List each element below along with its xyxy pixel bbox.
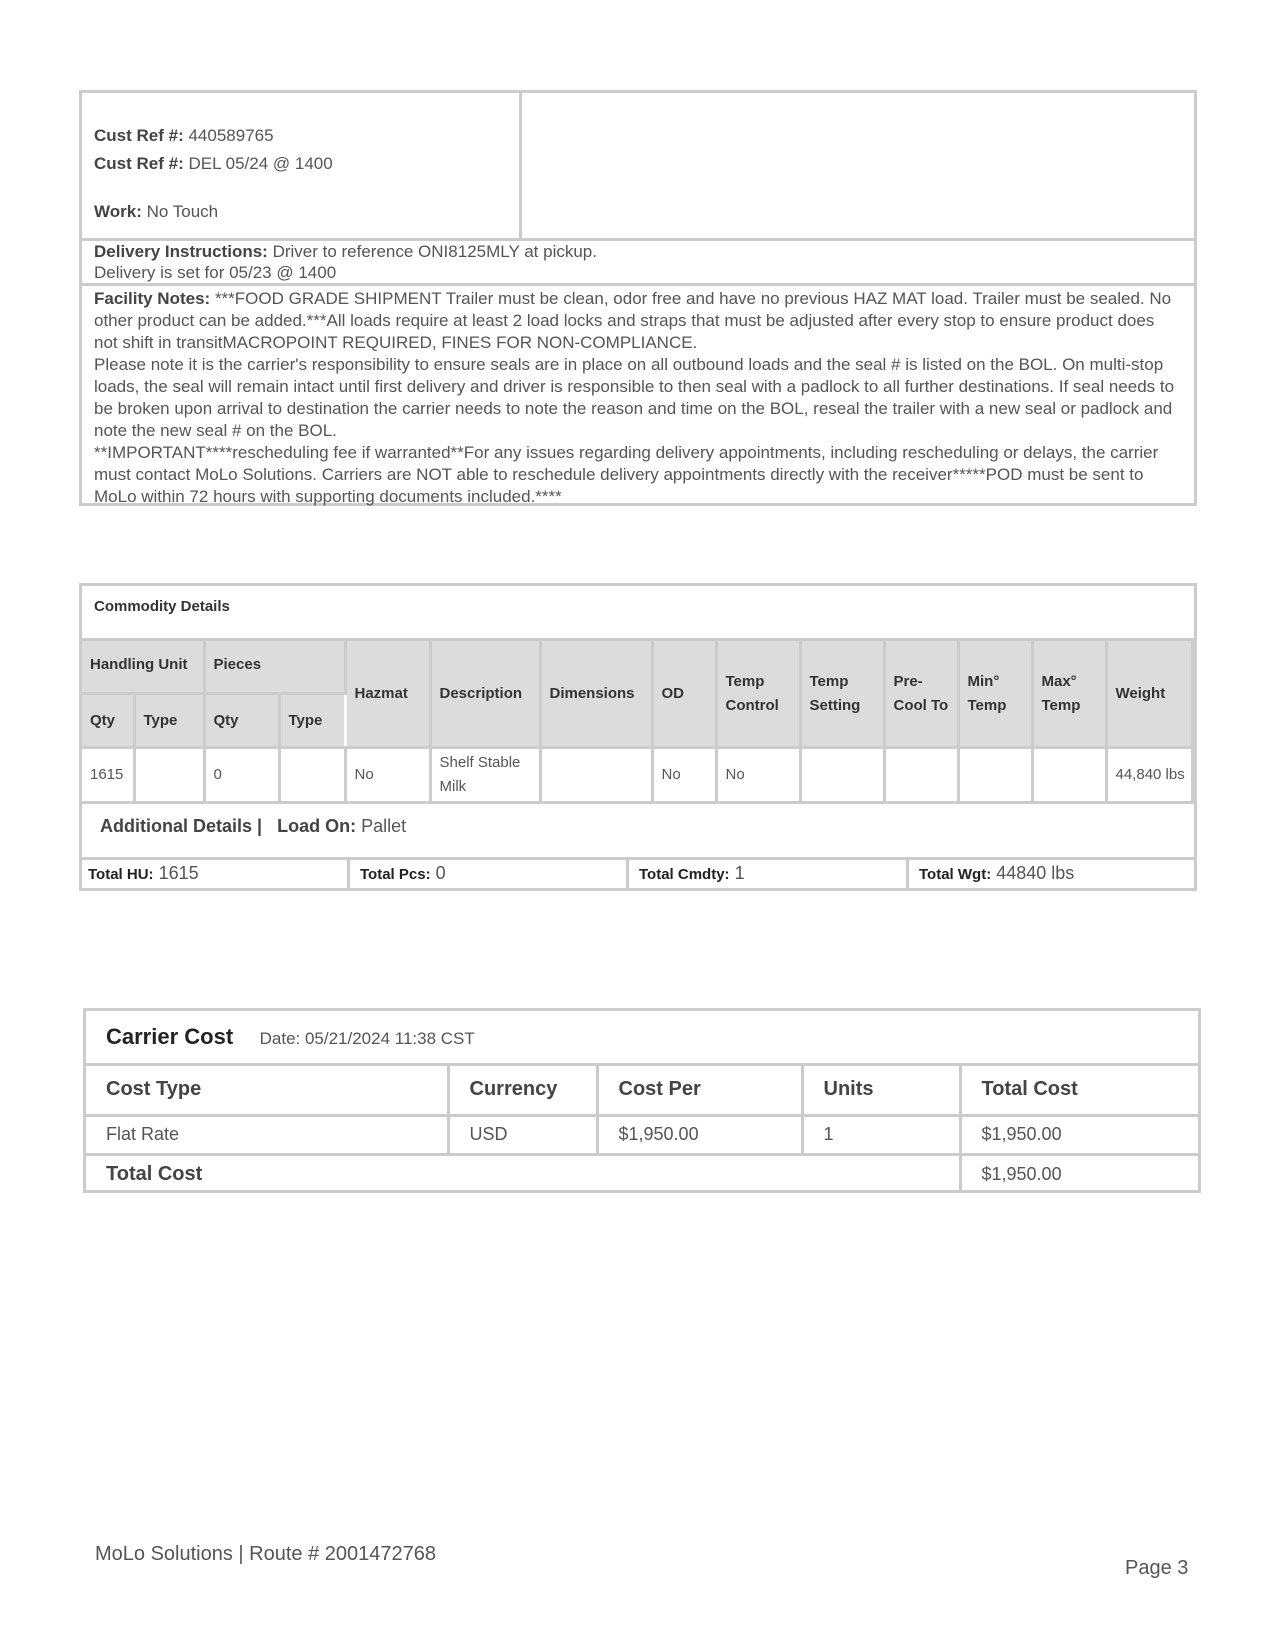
total-pcs-value: 0 [435,863,446,883]
facility-notes [82,286,1194,508]
carrier-cost-date: Date: 05/21/2024 11:38 CST [259,1029,475,1048]
facility-paragraph-2: Please note it is the carrier's responsibility to ensure seals are in place on all outbound loads and the seal # is listed on the BOL. On multi-stop loads, the seal will remain intact until first delivery and driver is responsible to then seal with a padlock to all further destinations. If seal needs to be broken upon arrival to destination the carrier needs to note the reason and time on the BOL, reseal the trailer with a new seal or padlock and note the new seal # on the BOL. [94,355,1175,440]
carrier-cost-title: Carrier Cost [106,1024,234,1049]
additional-details [82,801,1194,857]
header-units: Units [802,1066,960,1115]
header-pre-cool-to: Pre-Cool To [884,640,958,748]
total-cost-label: Total Cost [86,1154,960,1193]
cell-description: Shelf Stable Milk [430,748,540,803]
header-hazmat: Hazmat [345,640,430,748]
header-cost-per: Cost Per [597,1066,802,1115]
facility-paragraph-1: ***FOOD GRADE SHIPMENT Trailer must be clean, odor free and have no previous HAZ MAT load. Trailer must be sealed. No other product can be added.***All loads require at least 2 load locks and straps that must be adjusted after every stop to ensure product does not shift in transitMACROPOINT REQUIRED, FINES FOR NON-COMPLIANCE. [94,289,1172,352]
footer-route: MoLo Solutions | Route # 2001472768 [95,1543,437,1565]
header-total-cost: Total Cost [960,1066,1198,1115]
cell-dimensions [540,748,652,803]
carrier-cost-table [86,1066,1198,1193]
delivery-instructions [82,238,1194,286]
work-line [94,202,218,222]
delivery-value: Driver to reference ONI8125MLY at pickup. [272,242,597,261]
cell-pcs-type [279,748,345,803]
header-hu-qty: Qty [82,694,134,748]
cell-units: 1 [802,1115,960,1154]
work-value: No Touch [146,202,219,221]
load-on-value: Pallet [361,816,407,836]
total-wgt-value: 44840 lbs [996,863,1075,883]
carrier-cost-header [86,1011,1198,1066]
total-hu-label: Total HU: [88,866,154,883]
carrier-cost-box [83,1008,1201,1193]
facility-paragraph-3: **IMPORTANT****rescheduling fee if warranted**For any issues regarding delivery appointments, including rescheduling or delays, the carrier must contact MoLo Solutions. Carriers are NOT able to reschedule delivery appointments directly with the receiver*****POD must be sent to MoLo within 72 hours with supporting documents included.**** [94,443,1159,506]
header-min-temp: Min° Temp [958,640,1032,748]
total-cmdty-label: Total Cmdty: [639,866,730,883]
delivery-label: Delivery Instructions: [94,242,268,261]
header-od: OD [652,640,716,748]
cust-ref-value: DEL 05/24 @ 1400 [188,154,333,173]
stop-details-box [79,90,1197,506]
header-cost-type: Cost Type [86,1066,448,1115]
reference-cell [82,93,522,238]
header-pcs-qty: Qty [204,694,279,748]
header-max-temp: Max° Temp [1032,640,1106,748]
total-pcs-label: Total Pcs: [360,866,431,883]
cell-currency: USD [448,1115,597,1154]
cell-total-cost: $1,950.00 [960,1115,1198,1154]
cust-ref-value: 440589765 [188,126,274,145]
header-currency: Currency [448,1066,597,1115]
cell-pcs-qty: 0 [204,748,279,803]
load-on-label: Load On: [277,816,357,836]
cust-ref-label: Cust Ref #: [94,126,184,145]
header-temp-setting: Temp Setting [800,640,884,748]
header-pieces: Pieces [204,640,345,694]
cell-weight: 44,840 lbs [1106,748,1193,803]
total-cmdty-value: 1 [734,863,745,883]
table-row [82,748,1193,803]
cust-ref-line-1 [94,126,274,146]
total-wgt [909,860,1194,888]
cell-hazmat: No [345,748,430,803]
commodity-table [82,638,1194,804]
total-cmdty [629,860,909,888]
header-description: Description [430,640,540,748]
work-label: Work: [94,202,142,221]
total-cost-value: $1,950.00 [981,1163,1062,1184]
total-hu [82,860,350,888]
cell-hu-qty: 1615 [82,748,134,803]
header-pcs-type: Type [279,694,345,748]
delivery-date-line: Delivery is set for 05/23 @ 1400 [94,263,337,282]
cell-cost-type: Flat Rate [86,1115,448,1154]
page-number: Page 3 [1125,1557,1189,1579]
table-row [86,1115,1198,1154]
commodity-details-box [79,583,1197,891]
cell-cost-per: $1,950.00 [597,1115,802,1154]
additional-details-label: Additional Details | [100,816,263,836]
commodity-title: Commodity Details [94,598,230,615]
totals-row [82,857,1194,888]
total-pcs [350,860,629,888]
header-handling-unit: Handling Unit [82,640,204,694]
cell-pre-cool-to [884,748,958,803]
total-cost-row [86,1154,1198,1193]
total-hu-value: 1615 [158,863,199,883]
header-weight: Weight [1106,640,1193,748]
cell-min-temp [958,748,1032,803]
header-hu-type: Type [134,694,204,748]
cell-temp-setting [800,748,884,803]
total-wgt-label: Total Wgt: [919,866,992,883]
header-dimensions: Dimensions [540,640,652,748]
facility-label: Facility Notes: [94,289,211,308]
header-temp-control: Temp Control [716,640,800,748]
cust-ref-line-2 [94,154,333,174]
cell-temp-control: No [716,748,800,803]
stop-top-row [82,93,1194,238]
cell-hu-type [134,748,204,803]
cust-ref-label: Cust Ref #: [94,154,184,173]
cell-max-temp [1032,748,1106,803]
cell-od: No [652,748,716,803]
